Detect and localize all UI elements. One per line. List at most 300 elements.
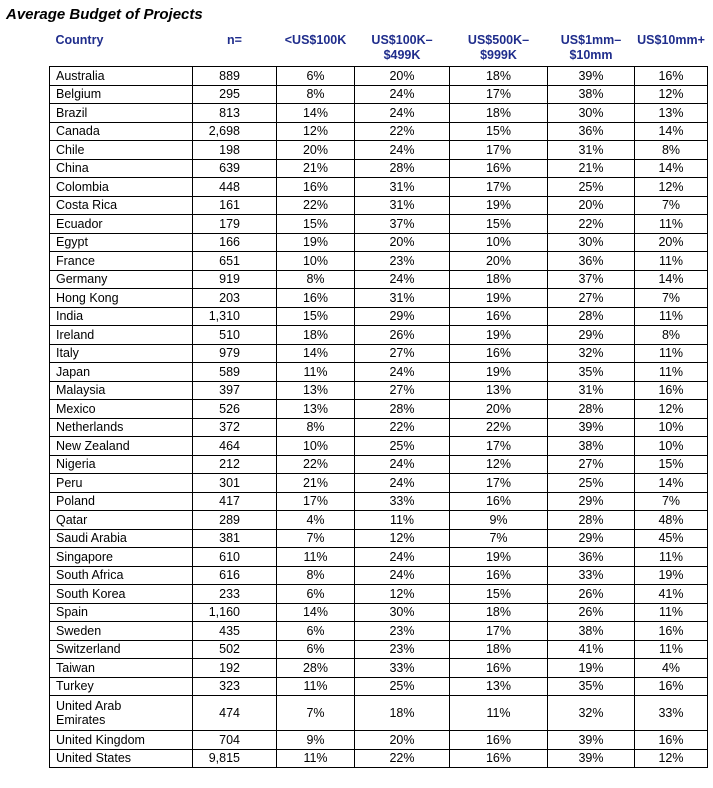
cell-country: Costa Rica <box>50 196 193 215</box>
table-row <box>50 400 708 419</box>
cell-country: Hong Kong <box>50 289 193 308</box>
cell-1mm-10mm: 26% <box>548 585 635 604</box>
cell-country: Malaysia <box>50 381 193 400</box>
cell-500k-999k: 9% <box>450 511 548 530</box>
cell-n: 610 <box>193 548 277 567</box>
cell-country: Ecuador <box>50 215 193 234</box>
header-row <box>50 30 708 67</box>
table-row <box>50 731 708 750</box>
cell-10mm-plus: 7% <box>635 492 708 511</box>
cell-10mm-plus: 12% <box>635 85 708 104</box>
cell-100k-499k: 20% <box>355 731 450 750</box>
cell-10mm-plus: 45% <box>635 529 708 548</box>
column-header-500k-999k: US$500K– $999K <box>467 33 530 62</box>
cell-100k-499k: 30% <box>355 603 450 622</box>
cell-100k-499k: 24% <box>355 270 450 289</box>
table-row <box>50 344 708 363</box>
cell-lt100k: 18% <box>277 326 355 345</box>
cell-500k-999k: 15% <box>450 585 548 604</box>
cell-country: South Africa <box>50 566 193 585</box>
cell-country: South Korea <box>50 585 193 604</box>
cell-lt100k: 8% <box>277 270 355 289</box>
cell-n: 435 <box>193 622 277 641</box>
cell-10mm-plus: 16% <box>635 381 708 400</box>
cell-lt100k: 21% <box>277 159 355 178</box>
cell-country: India <box>50 307 193 326</box>
cell-500k-999k: 7% <box>450 529 548 548</box>
cell-100k-499k: 31% <box>355 196 450 215</box>
cell-1mm-10mm: 32% <box>548 696 635 731</box>
cell-500k-999k: 16% <box>450 749 548 768</box>
table-row <box>50 659 708 678</box>
cell-lt100k: 22% <box>277 196 355 215</box>
cell-10mm-plus: 33% <box>635 696 708 731</box>
cell-100k-499k: 37% <box>355 215 450 234</box>
cell-100k-499k: 33% <box>355 492 450 511</box>
cell-500k-999k: 18% <box>450 640 548 659</box>
cell-country: China <box>50 159 193 178</box>
cell-country: Brazil <box>50 104 193 123</box>
table-row <box>50 122 708 141</box>
cell-1mm-10mm: 41% <box>548 640 635 659</box>
cell-500k-999k: 17% <box>450 474 548 493</box>
cell-n: 889 <box>193 67 277 86</box>
cell-country: Spain <box>50 603 193 622</box>
cell-100k-499k: 28% <box>355 400 450 419</box>
cell-100k-499k: 20% <box>355 233 450 252</box>
cell-500k-999k: 17% <box>450 85 548 104</box>
table-header <box>50 30 708 67</box>
cell-10mm-plus: 14% <box>635 159 708 178</box>
table-row <box>50 585 708 604</box>
cell-country: Nigeria <box>50 455 193 474</box>
table-row <box>50 178 708 197</box>
cell-country: Switzerland <box>50 640 193 659</box>
cell-1mm-10mm: 19% <box>548 659 635 678</box>
cell-country: Mexico <box>50 400 193 419</box>
cell-1mm-10mm: 22% <box>548 215 635 234</box>
cell-100k-499k: 18% <box>355 696 450 731</box>
cell-lt100k: 21% <box>277 474 355 493</box>
cell-100k-499k: 24% <box>355 474 450 493</box>
cell-n: 813 <box>193 104 277 123</box>
cell-n: 203 <box>193 289 277 308</box>
cell-10mm-plus: 12% <box>635 178 708 197</box>
cell-country: Poland <box>50 492 193 511</box>
cell-10mm-plus: 10% <box>635 418 708 437</box>
cell-1mm-10mm: 33% <box>548 566 635 585</box>
table-row <box>50 252 708 271</box>
cell-10mm-plus: 11% <box>635 548 708 567</box>
cell-country: Sweden <box>50 622 193 641</box>
table-row <box>50 159 708 178</box>
cell-1mm-10mm: 29% <box>548 529 635 548</box>
cell-lt100k: 7% <box>277 696 355 731</box>
cell-100k-499k: 33% <box>355 659 450 678</box>
cell-1mm-10mm: 32% <box>548 344 635 363</box>
cell-100k-499k: 24% <box>355 455 450 474</box>
cell-10mm-plus: 19% <box>635 566 708 585</box>
cell-1mm-10mm: 26% <box>548 603 635 622</box>
cell-n: 616 <box>193 566 277 585</box>
cell-100k-499k: 23% <box>355 640 450 659</box>
cell-n: 448 <box>193 178 277 197</box>
cell-n: 212 <box>193 455 277 474</box>
cell-lt100k: 8% <box>277 85 355 104</box>
table-row <box>50 640 708 659</box>
cell-1mm-10mm: 28% <box>548 307 635 326</box>
cell-100k-499k: 24% <box>355 104 450 123</box>
cell-n: 9,815 <box>193 749 277 768</box>
cell-lt100k: 8% <box>277 418 355 437</box>
table-row <box>50 289 708 308</box>
cell-1mm-10mm: 28% <box>548 511 635 530</box>
table-row <box>50 677 708 696</box>
cell-1mm-10mm: 38% <box>548 622 635 641</box>
cell-500k-999k: 15% <box>450 122 548 141</box>
table-row <box>50 215 708 234</box>
cell-1mm-10mm: 39% <box>548 749 635 768</box>
cell-lt100k: 20% <box>277 141 355 160</box>
cell-lt100k: 8% <box>277 566 355 585</box>
table-row <box>50 85 708 104</box>
cell-lt100k: 15% <box>277 307 355 326</box>
cell-n: 510 <box>193 326 277 345</box>
cell-100k-499k: 11% <box>355 511 450 530</box>
cell-500k-999k: 12% <box>450 455 548 474</box>
cell-lt100k: 14% <box>277 344 355 363</box>
cell-n: 474 <box>193 696 277 731</box>
cell-500k-999k: 13% <box>450 381 548 400</box>
cell-country: Singapore <box>50 548 193 567</box>
cell-100k-499k: 27% <box>355 344 450 363</box>
cell-100k-499k: 22% <box>355 749 450 768</box>
cell-1mm-10mm: 38% <box>548 85 635 104</box>
cell-100k-499k: 31% <box>355 289 450 308</box>
cell-100k-499k: 22% <box>355 418 450 437</box>
table-body <box>50 67 708 768</box>
table-row <box>50 696 708 731</box>
cell-1mm-10mm: 35% <box>548 363 635 382</box>
cell-1mm-10mm: 31% <box>548 141 635 160</box>
cell-country: Chile <box>50 141 193 160</box>
table-row <box>50 437 708 456</box>
cell-500k-999k: 17% <box>450 622 548 641</box>
table-row <box>50 548 708 567</box>
column-header-10mm-plus: US$10mm+ <box>637 33 705 47</box>
cell-100k-499k: 24% <box>355 548 450 567</box>
cell-n: 417 <box>193 492 277 511</box>
cell-100k-499k: 25% <box>355 437 450 456</box>
table-row <box>50 749 708 768</box>
cell-country: Ireland <box>50 326 193 345</box>
cell-1mm-10mm: 25% <box>548 474 635 493</box>
cell-lt100k: 6% <box>277 585 355 604</box>
cell-10mm-plus: 11% <box>635 603 708 622</box>
cell-500k-999k: 19% <box>450 363 548 382</box>
cell-10mm-plus: 12% <box>635 400 708 419</box>
cell-100k-499k: 24% <box>355 141 450 160</box>
cell-country: United States <box>50 749 193 768</box>
cell-500k-999k: 16% <box>450 159 548 178</box>
cell-lt100k: 19% <box>277 233 355 252</box>
cell-n: 295 <box>193 85 277 104</box>
cell-country: Japan <box>50 363 193 382</box>
cell-1mm-10mm: 20% <box>548 196 635 215</box>
table-row <box>50 455 708 474</box>
cell-1mm-10mm: 39% <box>548 731 635 750</box>
cell-country: United Arab Emirates <box>50 696 193 731</box>
table-row <box>50 418 708 437</box>
cell-10mm-plus: 20% <box>635 233 708 252</box>
cell-n: 289 <box>193 511 277 530</box>
cell-1mm-10mm: 29% <box>548 492 635 511</box>
cell-lt100k: 6% <box>277 640 355 659</box>
cell-n: 166 <box>193 233 277 252</box>
cell-500k-999k: 17% <box>450 437 548 456</box>
cell-lt100k: 13% <box>277 381 355 400</box>
cell-10mm-plus: 12% <box>635 749 708 768</box>
cell-1mm-10mm: 36% <box>548 548 635 567</box>
cell-1mm-10mm: 27% <box>548 455 635 474</box>
cell-lt100k: 11% <box>277 677 355 696</box>
cell-10mm-plus: 48% <box>635 511 708 530</box>
cell-n: 651 <box>193 252 277 271</box>
cell-n: 2,698 <box>193 122 277 141</box>
cell-10mm-plus: 7% <box>635 196 708 215</box>
table-row <box>50 529 708 548</box>
cell-10mm-plus: 11% <box>635 363 708 382</box>
cell-1mm-10mm: 29% <box>548 326 635 345</box>
cell-10mm-plus: 8% <box>635 141 708 160</box>
cell-100k-499k: 23% <box>355 622 450 641</box>
cell-500k-999k: 16% <box>450 307 548 326</box>
table-row <box>50 104 708 123</box>
table-row <box>50 381 708 400</box>
cell-100k-499k: 29% <box>355 307 450 326</box>
cell-1mm-10mm: 39% <box>548 418 635 437</box>
cell-lt100k: 7% <box>277 529 355 548</box>
cell-country: Colombia <box>50 178 193 197</box>
cell-500k-999k: 16% <box>450 344 548 363</box>
cell-10mm-plus: 11% <box>635 307 708 326</box>
cell-n: 301 <box>193 474 277 493</box>
cell-n: 704 <box>193 731 277 750</box>
cell-country: Germany <box>50 270 193 289</box>
cell-500k-999k: 17% <box>450 141 548 160</box>
cell-lt100k: 28% <box>277 659 355 678</box>
cell-1mm-10mm: 36% <box>548 122 635 141</box>
cell-100k-499k: 22% <box>355 122 450 141</box>
cell-500k-999k: 18% <box>450 104 548 123</box>
cell-500k-999k: 15% <box>450 215 548 234</box>
cell-100k-499k: 12% <box>355 585 450 604</box>
cell-n: 372 <box>193 418 277 437</box>
cell-lt100k: 16% <box>277 289 355 308</box>
cell-lt100k: 11% <box>277 548 355 567</box>
cell-100k-499k: 24% <box>355 85 450 104</box>
cell-1mm-10mm: 38% <box>548 437 635 456</box>
cell-500k-999k: 18% <box>450 603 548 622</box>
cell-n: 526 <box>193 400 277 419</box>
table-row <box>50 307 708 326</box>
cell-100k-499k: 12% <box>355 529 450 548</box>
cell-country: New Zealand <box>50 437 193 456</box>
cell-n: 381 <box>193 529 277 548</box>
cell-country: Taiwan <box>50 659 193 678</box>
cell-country: Australia <box>50 67 193 86</box>
cell-100k-499k: 28% <box>355 159 450 178</box>
cell-country: Canada <box>50 122 193 141</box>
cell-100k-499k: 27% <box>355 381 450 400</box>
cell-n: 639 <box>193 159 277 178</box>
table-row <box>50 566 708 585</box>
cell-1mm-10mm: 35% <box>548 677 635 696</box>
cell-10mm-plus: 11% <box>635 215 708 234</box>
cell-lt100k: 17% <box>277 492 355 511</box>
cell-n: 464 <box>193 437 277 456</box>
cell-lt100k: 10% <box>277 437 355 456</box>
column-header-lt100k: <US$100K <box>284 33 347 47</box>
cell-500k-999k: 16% <box>450 659 548 678</box>
cell-n: 1,310 <box>193 307 277 326</box>
cell-500k-999k: 20% <box>450 400 548 419</box>
cell-10mm-plus: 11% <box>635 252 708 271</box>
cell-country: France <box>50 252 193 271</box>
cell-lt100k: 6% <box>277 622 355 641</box>
cell-country: United Kingdom <box>50 731 193 750</box>
cell-100k-499k: 25% <box>355 677 450 696</box>
cell-1mm-10mm: 28% <box>548 400 635 419</box>
cell-10mm-plus: 16% <box>635 67 708 86</box>
cell-lt100k: 9% <box>277 731 355 750</box>
cell-n: 397 <box>193 381 277 400</box>
cell-1mm-10mm: 37% <box>548 270 635 289</box>
cell-lt100k: 10% <box>277 252 355 271</box>
cell-500k-999k: 10% <box>450 233 548 252</box>
column-header-n: n= <box>227 33 242 47</box>
cell-100k-499k: 24% <box>355 363 450 382</box>
cell-10mm-plus: 7% <box>635 289 708 308</box>
cell-lt100k: 6% <box>277 67 355 86</box>
cell-1mm-10mm: 21% <box>548 159 635 178</box>
cell-lt100k: 12% <box>277 122 355 141</box>
cell-500k-999k: 17% <box>450 178 548 197</box>
cell-lt100k: 11% <box>277 363 355 382</box>
table-row <box>50 196 708 215</box>
column-header-country: Country <box>55 33 104 47</box>
cell-10mm-plus: 16% <box>635 731 708 750</box>
cell-n: 233 <box>193 585 277 604</box>
cell-country: Italy <box>50 344 193 363</box>
cell-n: 161 <box>193 196 277 215</box>
cell-n: 179 <box>193 215 277 234</box>
cell-500k-999k: 19% <box>450 548 548 567</box>
cell-1mm-10mm: 30% <box>548 233 635 252</box>
cell-n: 1,160 <box>193 603 277 622</box>
cell-country: Qatar <box>50 511 193 530</box>
cell-10mm-plus: 14% <box>635 122 708 141</box>
cell-500k-999k: 22% <box>450 418 548 437</box>
cell-lt100k: 14% <box>277 104 355 123</box>
table-row <box>50 603 708 622</box>
cell-500k-999k: 19% <box>450 289 548 308</box>
cell-500k-999k: 11% <box>450 696 548 731</box>
cell-10mm-plus: 14% <box>635 270 708 289</box>
table-row <box>50 233 708 252</box>
cell-lt100k: 4% <box>277 511 355 530</box>
cell-100k-499k: 23% <box>355 252 450 271</box>
cell-country: Saudi Arabia <box>50 529 193 548</box>
cell-country: Turkey <box>50 677 193 696</box>
table-row <box>50 141 708 160</box>
cell-500k-999k: 13% <box>450 677 548 696</box>
cell-n: 919 <box>193 270 277 289</box>
cell-n: 198 <box>193 141 277 160</box>
cell-500k-999k: 16% <box>450 566 548 585</box>
cell-lt100k: 11% <box>277 749 355 768</box>
cell-1mm-10mm: 27% <box>548 289 635 308</box>
cell-country: Egypt <box>50 233 193 252</box>
cell-10mm-plus: 15% <box>635 455 708 474</box>
cell-500k-999k: 16% <box>450 731 548 750</box>
cell-10mm-plus: 11% <box>635 640 708 659</box>
table-row <box>50 326 708 345</box>
cell-n: 502 <box>193 640 277 659</box>
cell-500k-999k: 19% <box>450 196 548 215</box>
cell-10mm-plus: 16% <box>635 622 708 641</box>
table-row <box>50 492 708 511</box>
table-row <box>50 474 708 493</box>
cell-10mm-plus: 41% <box>635 585 708 604</box>
cell-lt100k: 15% <box>277 215 355 234</box>
page-title: Average Budget of Projects <box>6 6 203 23</box>
cell-n: 192 <box>193 659 277 678</box>
cell-country: Belgium <box>50 85 193 104</box>
cell-10mm-plus: 13% <box>635 104 708 123</box>
budget-table <box>49 30 708 768</box>
cell-100k-499k: 26% <box>355 326 450 345</box>
column-header-1mm-10mm: US$1mm– $10mm <box>560 33 622 62</box>
table-row <box>50 270 708 289</box>
cell-100k-499k: 31% <box>355 178 450 197</box>
cell-500k-999k: 16% <box>450 492 548 511</box>
cell-10mm-plus: 4% <box>635 659 708 678</box>
cell-1mm-10mm: 31% <box>548 381 635 400</box>
cell-1mm-10mm: 30% <box>548 104 635 123</box>
cell-10mm-plus: 16% <box>635 677 708 696</box>
cell-500k-999k: 18% <box>450 270 548 289</box>
cell-n: 979 <box>193 344 277 363</box>
cell-country: Peru <box>50 474 193 493</box>
table-row <box>50 511 708 530</box>
cell-country: Netherlands <box>50 418 193 437</box>
cell-lt100k: 16% <box>277 178 355 197</box>
cell-lt100k: 13% <box>277 400 355 419</box>
cell-lt100k: 14% <box>277 603 355 622</box>
cell-10mm-plus: 10% <box>635 437 708 456</box>
cell-10mm-plus: 14% <box>635 474 708 493</box>
table-row <box>50 67 708 86</box>
cell-1mm-10mm: 39% <box>548 67 635 86</box>
cell-500k-999k: 18% <box>450 67 548 86</box>
cell-100k-499k: 20% <box>355 67 450 86</box>
table-row <box>50 622 708 641</box>
column-header-100k-499k: US$100K– $499K <box>371 33 433 62</box>
cell-1mm-10mm: 36% <box>548 252 635 271</box>
cell-10mm-plus: 8% <box>635 326 708 345</box>
cell-n: 589 <box>193 363 277 382</box>
